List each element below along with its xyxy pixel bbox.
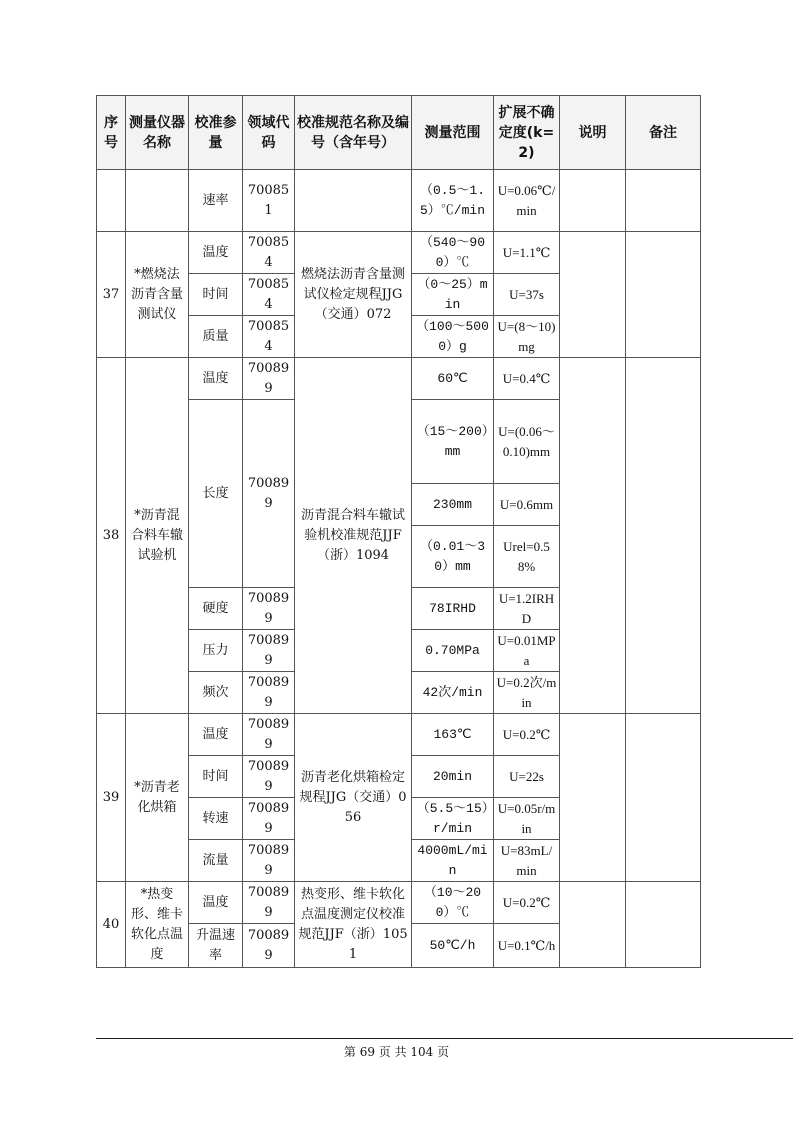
cell-uncertainty: U=37s bbox=[494, 274, 560, 316]
cell-instrument: *热变形、维卡软化点温度 bbox=[126, 882, 189, 968]
cell-note bbox=[560, 358, 626, 714]
cell-uncertainty: U=1.1℃ bbox=[494, 232, 560, 274]
cell-code: 700899 bbox=[243, 714, 295, 756]
cell-code: 700899 bbox=[243, 798, 295, 840]
cell-param: 升温速率 bbox=[189, 924, 243, 968]
cell-range: 60℃ bbox=[412, 358, 494, 400]
cell-spec bbox=[295, 170, 412, 232]
cell-range: 0.70MPa bbox=[412, 630, 494, 672]
cell-range: （100～5000）g bbox=[412, 316, 494, 358]
cell-uncertainty: U=1.2IRHD bbox=[494, 588, 560, 630]
cell-range: 20min bbox=[412, 756, 494, 798]
cell-code: 700854 bbox=[243, 274, 295, 316]
cell-uncertainty: U=0.06℃/min bbox=[494, 170, 560, 232]
cell-uncertainty: U=0.01MPa bbox=[494, 630, 560, 672]
cell-remark bbox=[626, 358, 701, 714]
cell-range: 163℃ bbox=[412, 714, 494, 756]
cell-spec: 燃烧法沥青含量测试仪检定规程JJG（交通）072 bbox=[295, 232, 412, 358]
cell-range: 78IRHD bbox=[412, 588, 494, 630]
cell-param: 转速 bbox=[189, 798, 243, 840]
cell-no: 39 bbox=[97, 714, 126, 882]
cell-uncertainty: U=0.6mm bbox=[494, 484, 560, 526]
cell-param: 温度 bbox=[189, 232, 243, 274]
cell-uncertainty: U=0.4℃ bbox=[494, 358, 560, 400]
cell-uncertainty: U=(8～10)mg bbox=[494, 316, 560, 358]
cell-remark bbox=[626, 882, 701, 968]
cell-remark bbox=[626, 170, 701, 232]
cell-spec: 沥青老化烘箱检定规程JJG（交通）056 bbox=[295, 714, 412, 882]
cell-no: 37 bbox=[97, 232, 126, 358]
cell-instrument: *沥青混合料车辙试验机 bbox=[126, 358, 189, 714]
col-header-remark: 备注 bbox=[626, 96, 701, 170]
col-header-code: 领域代码 bbox=[243, 96, 295, 170]
page-number: 第 69 页 共 104 页 bbox=[343, 1045, 450, 1059]
cell-range: 4000mL/min bbox=[412, 840, 494, 882]
col-header-uncertainty: 扩展不确定度(k=2) bbox=[494, 96, 560, 170]
col-header-range: 测量范围 bbox=[412, 96, 494, 170]
cell-spec: 沥青混合料车辙试验机校准规范JJF（浙）1094 bbox=[295, 358, 412, 714]
cell-code: 700899 bbox=[243, 358, 295, 400]
cell-param: 频次 bbox=[189, 672, 243, 714]
cell-param: 质量 bbox=[189, 316, 243, 358]
cell-param: 时间 bbox=[189, 274, 243, 316]
cell-code: 700899 bbox=[243, 630, 295, 672]
cell-param: 温度 bbox=[189, 714, 243, 756]
col-header-spec: 校准规范名称及编号（含年号） bbox=[295, 96, 412, 170]
cell-remark bbox=[626, 232, 701, 358]
cell-code: 700899 bbox=[243, 840, 295, 882]
header-row bbox=[97, 96, 701, 170]
cell-param: 时间 bbox=[189, 756, 243, 798]
cell-uncertainty: U=0.2℃ bbox=[494, 882, 560, 924]
cell-code: 700899 bbox=[243, 924, 295, 968]
cell-param: 速率 bbox=[189, 170, 243, 232]
table-row bbox=[97, 882, 701, 924]
cell-range: （0～25）min bbox=[412, 274, 494, 316]
col-header-instrument: 测量仪器名称 bbox=[126, 96, 189, 170]
table-row bbox=[97, 358, 701, 400]
cell-param: 温度 bbox=[189, 358, 243, 400]
col-header-param: 校准参量 bbox=[189, 96, 243, 170]
cell-uncertainty: U=0.05r/min bbox=[494, 798, 560, 840]
cell-range: 230mm bbox=[412, 484, 494, 526]
cell-range: （540～900）℃ bbox=[412, 232, 494, 274]
cell-no bbox=[97, 170, 126, 232]
cell-code: 700854 bbox=[243, 232, 295, 274]
cell-range: （0.5～1.5）℃/min bbox=[412, 170, 494, 232]
cell-spec: 热变形、维卡软化点温度测定仪校准规范JJF（浙）1051 bbox=[295, 882, 412, 968]
cell-code: 700899 bbox=[243, 882, 295, 924]
col-header-note: 说明 bbox=[560, 96, 626, 170]
cell-uncertainty: Urel=0.58% bbox=[494, 526, 560, 588]
cell-param: 流量 bbox=[189, 840, 243, 882]
table-row bbox=[97, 232, 701, 274]
cell-no: 40 bbox=[97, 882, 126, 968]
col-header-no: 序号 bbox=[97, 96, 126, 170]
cell-uncertainty: U=83mL/min bbox=[494, 840, 560, 882]
cell-range: 50℃/h bbox=[412, 924, 494, 968]
cell-note bbox=[560, 170, 626, 232]
cell-remark bbox=[626, 714, 701, 882]
cell-uncertainty: U=0.1℃/h bbox=[494, 924, 560, 968]
cell-instrument: *燃烧法沥青含量测试仪 bbox=[126, 232, 189, 358]
cell-range: （15～200）mm bbox=[412, 400, 494, 484]
cell-code: 700899 bbox=[243, 756, 295, 798]
cell-param: 硬度 bbox=[189, 588, 243, 630]
cell-code: 700851 bbox=[243, 170, 295, 232]
cell-range: （5.5～15）r/min bbox=[412, 798, 494, 840]
calibration-table bbox=[96, 95, 701, 968]
cell-instrument bbox=[126, 170, 189, 232]
table-row bbox=[97, 170, 701, 232]
cell-param: 长度 bbox=[189, 400, 243, 588]
cell-note bbox=[560, 882, 626, 968]
cell-note bbox=[560, 714, 626, 882]
cell-code: 700854 bbox=[243, 316, 295, 358]
cell-code: 700899 bbox=[243, 588, 295, 630]
cell-range: 42次/min bbox=[412, 672, 494, 714]
cell-range: （10～200）℃ bbox=[412, 882, 494, 924]
table-row bbox=[97, 714, 701, 756]
cell-no: 38 bbox=[97, 358, 126, 714]
cell-note bbox=[560, 232, 626, 358]
cell-param: 温度 bbox=[189, 882, 243, 924]
footer-divider bbox=[96, 1038, 793, 1039]
cell-uncertainty: U=22s bbox=[494, 756, 560, 798]
cell-uncertainty: U=(0.06～0.10)mm bbox=[494, 400, 560, 484]
cell-instrument: *沥青老化烘箱 bbox=[126, 714, 189, 882]
cell-range: （0.01～30）mm bbox=[412, 526, 494, 588]
cell-code: 700899 bbox=[243, 672, 295, 714]
cell-uncertainty: U=0.2℃ bbox=[494, 714, 560, 756]
cell-uncertainty: U=0.2次/min bbox=[494, 672, 560, 714]
cell-code: 700899 bbox=[243, 400, 295, 588]
cell-param: 压力 bbox=[189, 630, 243, 672]
